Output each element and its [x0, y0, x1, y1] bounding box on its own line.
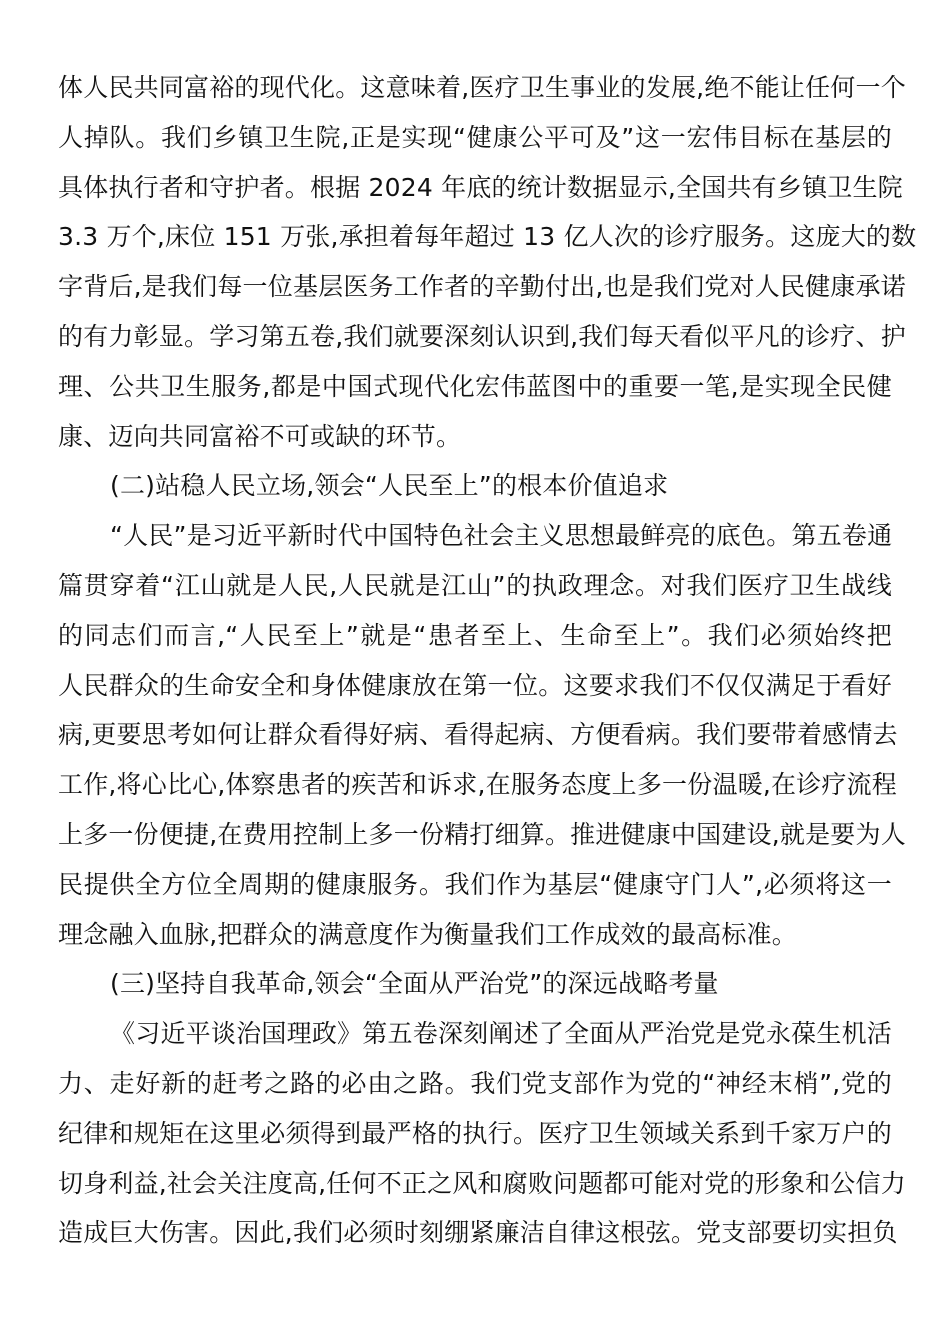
text-line: 造成巨大伤害。因此,我们必须时刻绷紧廉洁自律这根弦。党支部要切实担负 [58, 1218, 898, 1248]
text-line: 篇贯穿着“江山就是人民,人民就是江山”的执政理念。对我们医疗卫生战线 [58, 570, 892, 600]
text-line: 具体执行者和守护者。根据 2024 年底的统计数据显示,全国共有乡镇卫生院 [58, 172, 903, 202]
text-line: 的有力彰显。学习第五卷,我们就要深刻认识到,我们每天看似平凡的诊疗、护 [58, 321, 906, 351]
section-heading-self-revolution [58, 963, 892, 1013]
text-line: 理、公共卫生服务,都是中国式现代化宏伟蓝图中的重要一笔,是实现全民健 [58, 371, 892, 401]
text-line: 体人民共同富裕的现代化。这意味着,医疗卫生事业的发展,绝不能让任何一个 [58, 73, 906, 102]
text-line: 民提供全方位全周期的健康服务。我们作为基层“健康守门人”,必须将这一 [58, 869, 892, 899]
text-line: 工作,将心比心,体察患者的疾苦和诉求,在服务态度上多一份温暖,在诊疗流程 [58, 770, 897, 800]
paragraph-people-first [58, 515, 906, 963]
text-line: 纪律和规矩在这里必须得到最严格的执行。医疗卫生领域关系到千家万户的 [58, 1118, 892, 1148]
text-line: 《习近平谈治国理政》第五卷深刻阐述了全面从严治党是党永葆生机活 [110, 1019, 892, 1049]
document-page [58, 67, 917, 1262]
text-line: “人民”是习近平新时代中国特色社会主义思想最鲜亮的底色。第五卷通 [110, 521, 893, 551]
text-line: 切身利益,社会关注度高,任何不正之风和腐败问题都可能对党的形象和公信力 [58, 1168, 906, 1198]
text-line: 力、走好新的赶考之路的必由之路。我们党支部作为党的“神经末梢”,党的 [58, 1068, 892, 1098]
paragraph-common-prosperity [58, 67, 917, 465]
text-line: 人掉队。我们乡镇卫生院,正是实现“健康公平可及”这一宏伟目标在基层的 [58, 122, 892, 152]
text-line: 的同志们而言,“人民至上”就是“患者至上、生命至上”。我们必须始终把 [58, 620, 892, 650]
text-line: 人民群众的生命安全和身体健康放在第一位。这要求我们不仅仅满足于看好 [58, 670, 892, 700]
section-heading: (二)站稳人民立场,领会“人民至上”的根本价值追求 [110, 471, 669, 501]
text-line: 病,更要思考如何让群众看得好病、看得起病、方便看病。我们要带着感情去 [58, 720, 898, 750]
section-heading: (三)坚持自我革命,领会“全面从严治党”的深远战略考量 [110, 969, 719, 999]
text-line: 理念融入血脉,把群众的满意度作为衡量我们工作成效的最高标准。 [58, 919, 797, 949]
text-line: 上多一份便捷,在费用控制上多一份精打细算。推进健康中国建设,就是要为人 [58, 819, 906, 849]
paragraph-party-discipline [58, 1013, 906, 1262]
text-line: 字背后,是我们每一位基层医务工作者的辛勤付出,也是我们党对人民健康承诺 [58, 272, 906, 302]
text-line: 3.3 万个,床位 151 万张,承担着每年超过 13 亿人次的诊疗服务。这庞大的数 [58, 222, 917, 252]
section-heading-people-first [58, 465, 892, 515]
text-line: 康、迈向共同富裕不可或缺的环节。 [58, 421, 462, 451]
